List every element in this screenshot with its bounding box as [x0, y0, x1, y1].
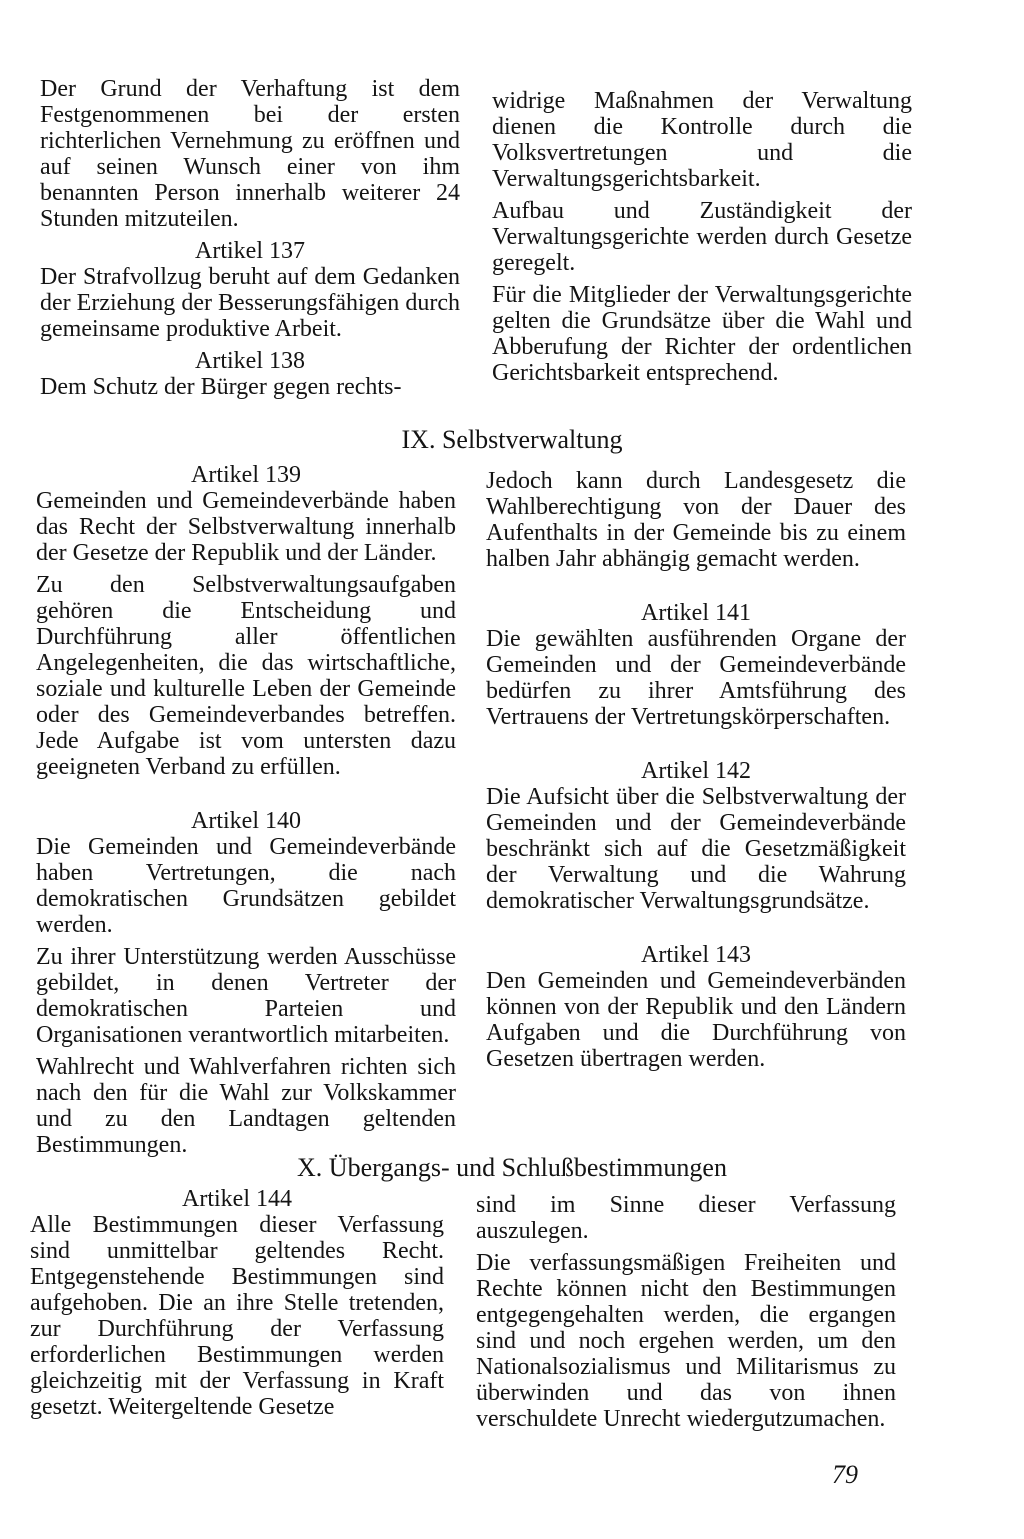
- article-heading: Artikel 140: [191, 808, 301, 834]
- article-heading: Artikel 144: [182, 1186, 292, 1212]
- article-heading: Artikel 141: [641, 600, 751, 626]
- paragraph: Den Gemeinden und Gemeindeverbänden können von der Republik und den Ländern Aufgaben und die Durchführung von Gesetzen übertragen werden.: [486, 968, 906, 1072]
- paragraph: Aufbau und Zuständigkeit der Verwaltungsgerichte werden durch Gesetze geregelt.: [492, 198, 912, 276]
- paragraph: Der Grund der Verhaftung ist dem Festgenommenen bei der ersten richterlichen Vernehmung zu eröffnen und auf seinen Wunsch einer von ihm benannten Person innerhalb weiterer 24 Stunden mitzuteilen.: [40, 76, 460, 232]
- paragraph: Zu den Selbstverwaltungsaufgaben gehören die Entscheidung und Durchführung aller öffentlichen Angelegenheiten, die das wirtschaftliche, soziale und kulturelle Leben der Gemeinde oder des Gemeindeverbandes betreffen. Jede Aufgabe ist vom untersten dazu geeigneten Verband zu erfüllen.: [36, 572, 456, 780]
- article-heading: Artikel 137: [195, 238, 305, 264]
- article-heading: Artikel 139: [191, 462, 301, 488]
- paragraph: Die verfassungsmäßigen Freiheiten und Rechte können nicht den Bestimmungen entgegengehalten werden, die ergangen sind und noch ergehen werden, um den Nationalsozialismus und Militarismus zu überwinden und das von ihnen verschuldete Unrecht wiedergutzumachen.: [476, 1250, 896, 1432]
- paragraph: Wahlrecht und Wahlverfahren richten sich nach den für die Wahl zur Volkskammer und zu den Landtagen geltenden Bestimmungen.: [36, 1054, 456, 1158]
- article-heading: Artikel 142: [641, 758, 751, 784]
- paragraph: Die Gemeinden und Gemeindeverbände haben Vertretungen, die nach demokratischen Grundsätzen gebildet werden.: [36, 834, 456, 938]
- section9-left-column: [36, 462, 456, 1164]
- paragraph: widrige Maßnahmen der Verwaltung dienen die Kontrolle durch die Volksvertretungen und die Verwaltungsgerichtsbarkeit.: [492, 88, 912, 192]
- paragraph: Gemeinden und Gemeindeverbände haben das Recht der Selbstverwaltung innerhalb der Gesetze der Republik und der Länder.: [36, 488, 456, 566]
- paragraph: Die gewählten ausführenden Organe der Gemeinden und der Gemeindeverbände bedürfen zu ihrer Amtsführung des Vertrauens der Vertretungskörperschaften.: [486, 626, 906, 730]
- paragraph: Für die Mitglieder der Verwaltungsgerichte gelten die Grundsätze über die Wahl und Abberufung der Richter der ordentlichen Gerichtsbarkeit entsprechend.: [492, 282, 912, 386]
- article-heading: Artikel 143: [641, 942, 751, 968]
- top-right-column: [492, 88, 912, 392]
- page-number: 79: [832, 1460, 858, 1489]
- section10-left-column: [30, 1186, 444, 1426]
- article-heading: Artikel 138: [195, 348, 305, 374]
- paragraph: Der Strafvollzug beruht auf dem Gedanken der Erziehung der Besserungsfähigen durch gemeinsame produktive Arbeit.: [40, 264, 460, 342]
- section9-right-column: [486, 468, 906, 1078]
- paragraph: Alle Bestimmungen dieser Verfassung sind unmittelbar geltendes Recht. Entgegenstehende Bestimmungen sind aufgehoben. Die an ihre Stelle tretenden, zur Durchführung der Verfassung erforderlichen Bestimmungen werden gleichzeitig mit der Verfassung in Kraft gesetzt. Weitergeltende Gesetze: [30, 1212, 444, 1420]
- section-heading: X. Übergangs- und Schlußbestimmungen: [297, 1153, 727, 1182]
- section10-right-column: [476, 1192, 896, 1438]
- paragraph: Zu ihrer Unterstützung werden Ausschüsse gebildet, in denen Vertreter der demokratischen Parteien und Organisationen verantwortlich mitarbeiten.: [36, 944, 456, 1048]
- paragraph: Jedoch kann durch Landesgesetz die Wahlberechtigung von der Dauer des Aufenthalts in der Gemeinde bis zu einem halben Jahr abhängig gemacht werden.: [486, 468, 906, 572]
- paragraph: Die Aufsicht über die Selbstverwaltung der Gemeinden und der Gemeindeverbände beschränkt sich auf die Gesetzmäßigkeit der Verwaltung und die Wahrung demokratischer Verwaltungsgrundsätze.: [486, 784, 906, 914]
- paragraph: sind im Sinne dieser Verfassung auszulegen.: [476, 1192, 896, 1244]
- top-left-column: [40, 76, 460, 406]
- section-heading: IX. Selbstverwaltung: [401, 425, 623, 454]
- paragraph: Dem Schutz der Bürger gegen rechts-: [40, 374, 402, 400]
